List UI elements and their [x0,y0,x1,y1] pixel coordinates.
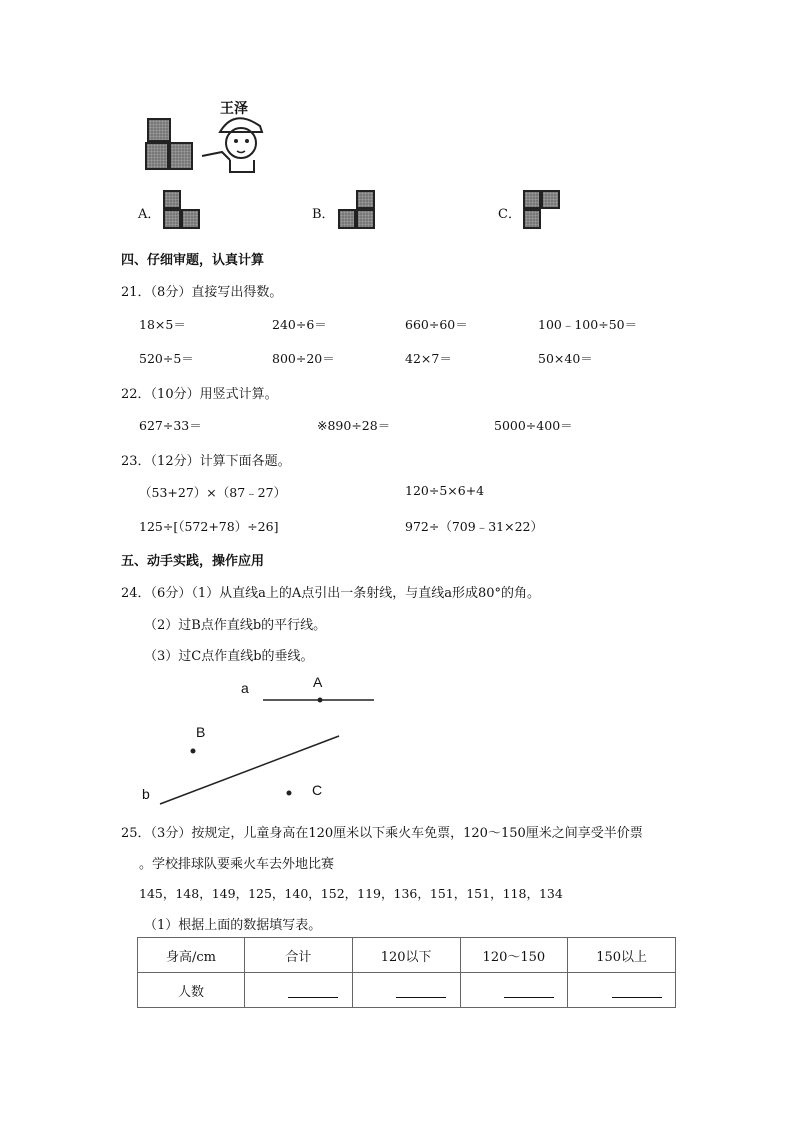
point-a-label: A [313,674,323,690]
child-name-label: 王泽 [220,101,248,117]
child-figure [200,98,272,176]
answer-blank-below-120[interactable] [352,973,460,1008]
q23-stem: 23．（12分）计算下面各题。 [121,454,291,469]
q21-item-4: 100﹣100÷50＝ [538,317,638,332]
table-row [138,973,676,1008]
q22-item-3: 5000÷400＝ [494,418,573,433]
answer-blank-total[interactable] [245,973,353,1008]
q22-item-2: ※890÷28＝ [317,418,391,433]
q21-item-8: 50×40＝ [538,351,593,366]
table-header-cell: 身高/cm [138,938,245,973]
q25-heights: 145，148，149，125，140，152，119，136，151，151，118，134 [139,886,563,901]
q21-stem: 21．（8分）直接写出得数。 [121,285,283,300]
option-c-figure [523,190,563,232]
q25-line-1: 25．（3分）按规定，儿童身高在120厘米以下乘火车免票，120～150厘米之间享受半价票 [121,826,643,841]
geometry-lines [137,668,377,810]
section-4-title: 四、仔细审题，认真计算 [121,253,265,268]
section-5-title: 五、动手实践，操作应用 [121,554,265,569]
line-b-label: b [142,786,150,802]
q21-item-2: 240÷6＝ [272,317,327,332]
table-row-label: 人数 [138,973,245,1008]
table-header-cell: 150以上 [568,938,676,973]
q23-item-3: 125÷[（572+78）÷26] [139,519,279,534]
q23-item-4: 972÷（709﹣31×22） [405,519,543,534]
option-a-figure [163,190,203,232]
q23-item-2: 120÷5×6+4 [405,483,485,498]
q21-item-3: 660÷60＝ [405,317,468,332]
table-header-row [138,938,676,973]
cube-stack-figure [141,112,197,172]
option-c-label: C． [498,207,521,222]
q21-item-7: 42×7＝ [405,351,452,366]
q24-line-2: （2）过B点作直线b的平行线。 [144,618,327,633]
q25-line-2: 。学校排球队要乘火车去外地比赛 [139,857,335,872]
q25-sub-1: （1）根据上面的数据填写表。 [144,918,322,933]
q22-stem: 22．（10分）用竖式计算。 [121,387,278,402]
q24-geometry-figure [137,668,377,810]
table-header-cell: 120以下 [352,938,460,973]
q23-item-1: （53+27）×（87﹣27） [139,485,287,500]
q22-item-1: 627÷33＝ [139,418,202,433]
child-drawing [200,98,272,176]
line-a-label: a [241,680,249,696]
q24-line-1: 24．（6分）（1）从直线a上的A点引出一条射线，与直线a形成80°的角。 [121,586,541,601]
table-header-cell: 合计 [245,938,353,973]
point-b-label: B [196,724,206,740]
height-table [137,937,676,1008]
answer-blank-above-150[interactable] [568,973,676,1008]
option-b-figure [338,190,378,232]
q21-item-5: 520÷5＝ [139,351,194,366]
table-header-cell: 120～150 [460,938,568,973]
q24-line-3: （3）过C点作直线b的垂线。 [144,649,314,664]
answer-blank-120-150[interactable] [460,973,568,1008]
q21-item-1: 18×5＝ [139,317,186,332]
point-c-label: C [312,782,323,798]
q21-item-6: 800÷20＝ [272,351,335,366]
option-b-label: B． [312,207,335,222]
option-a-label: A． [138,207,161,222]
